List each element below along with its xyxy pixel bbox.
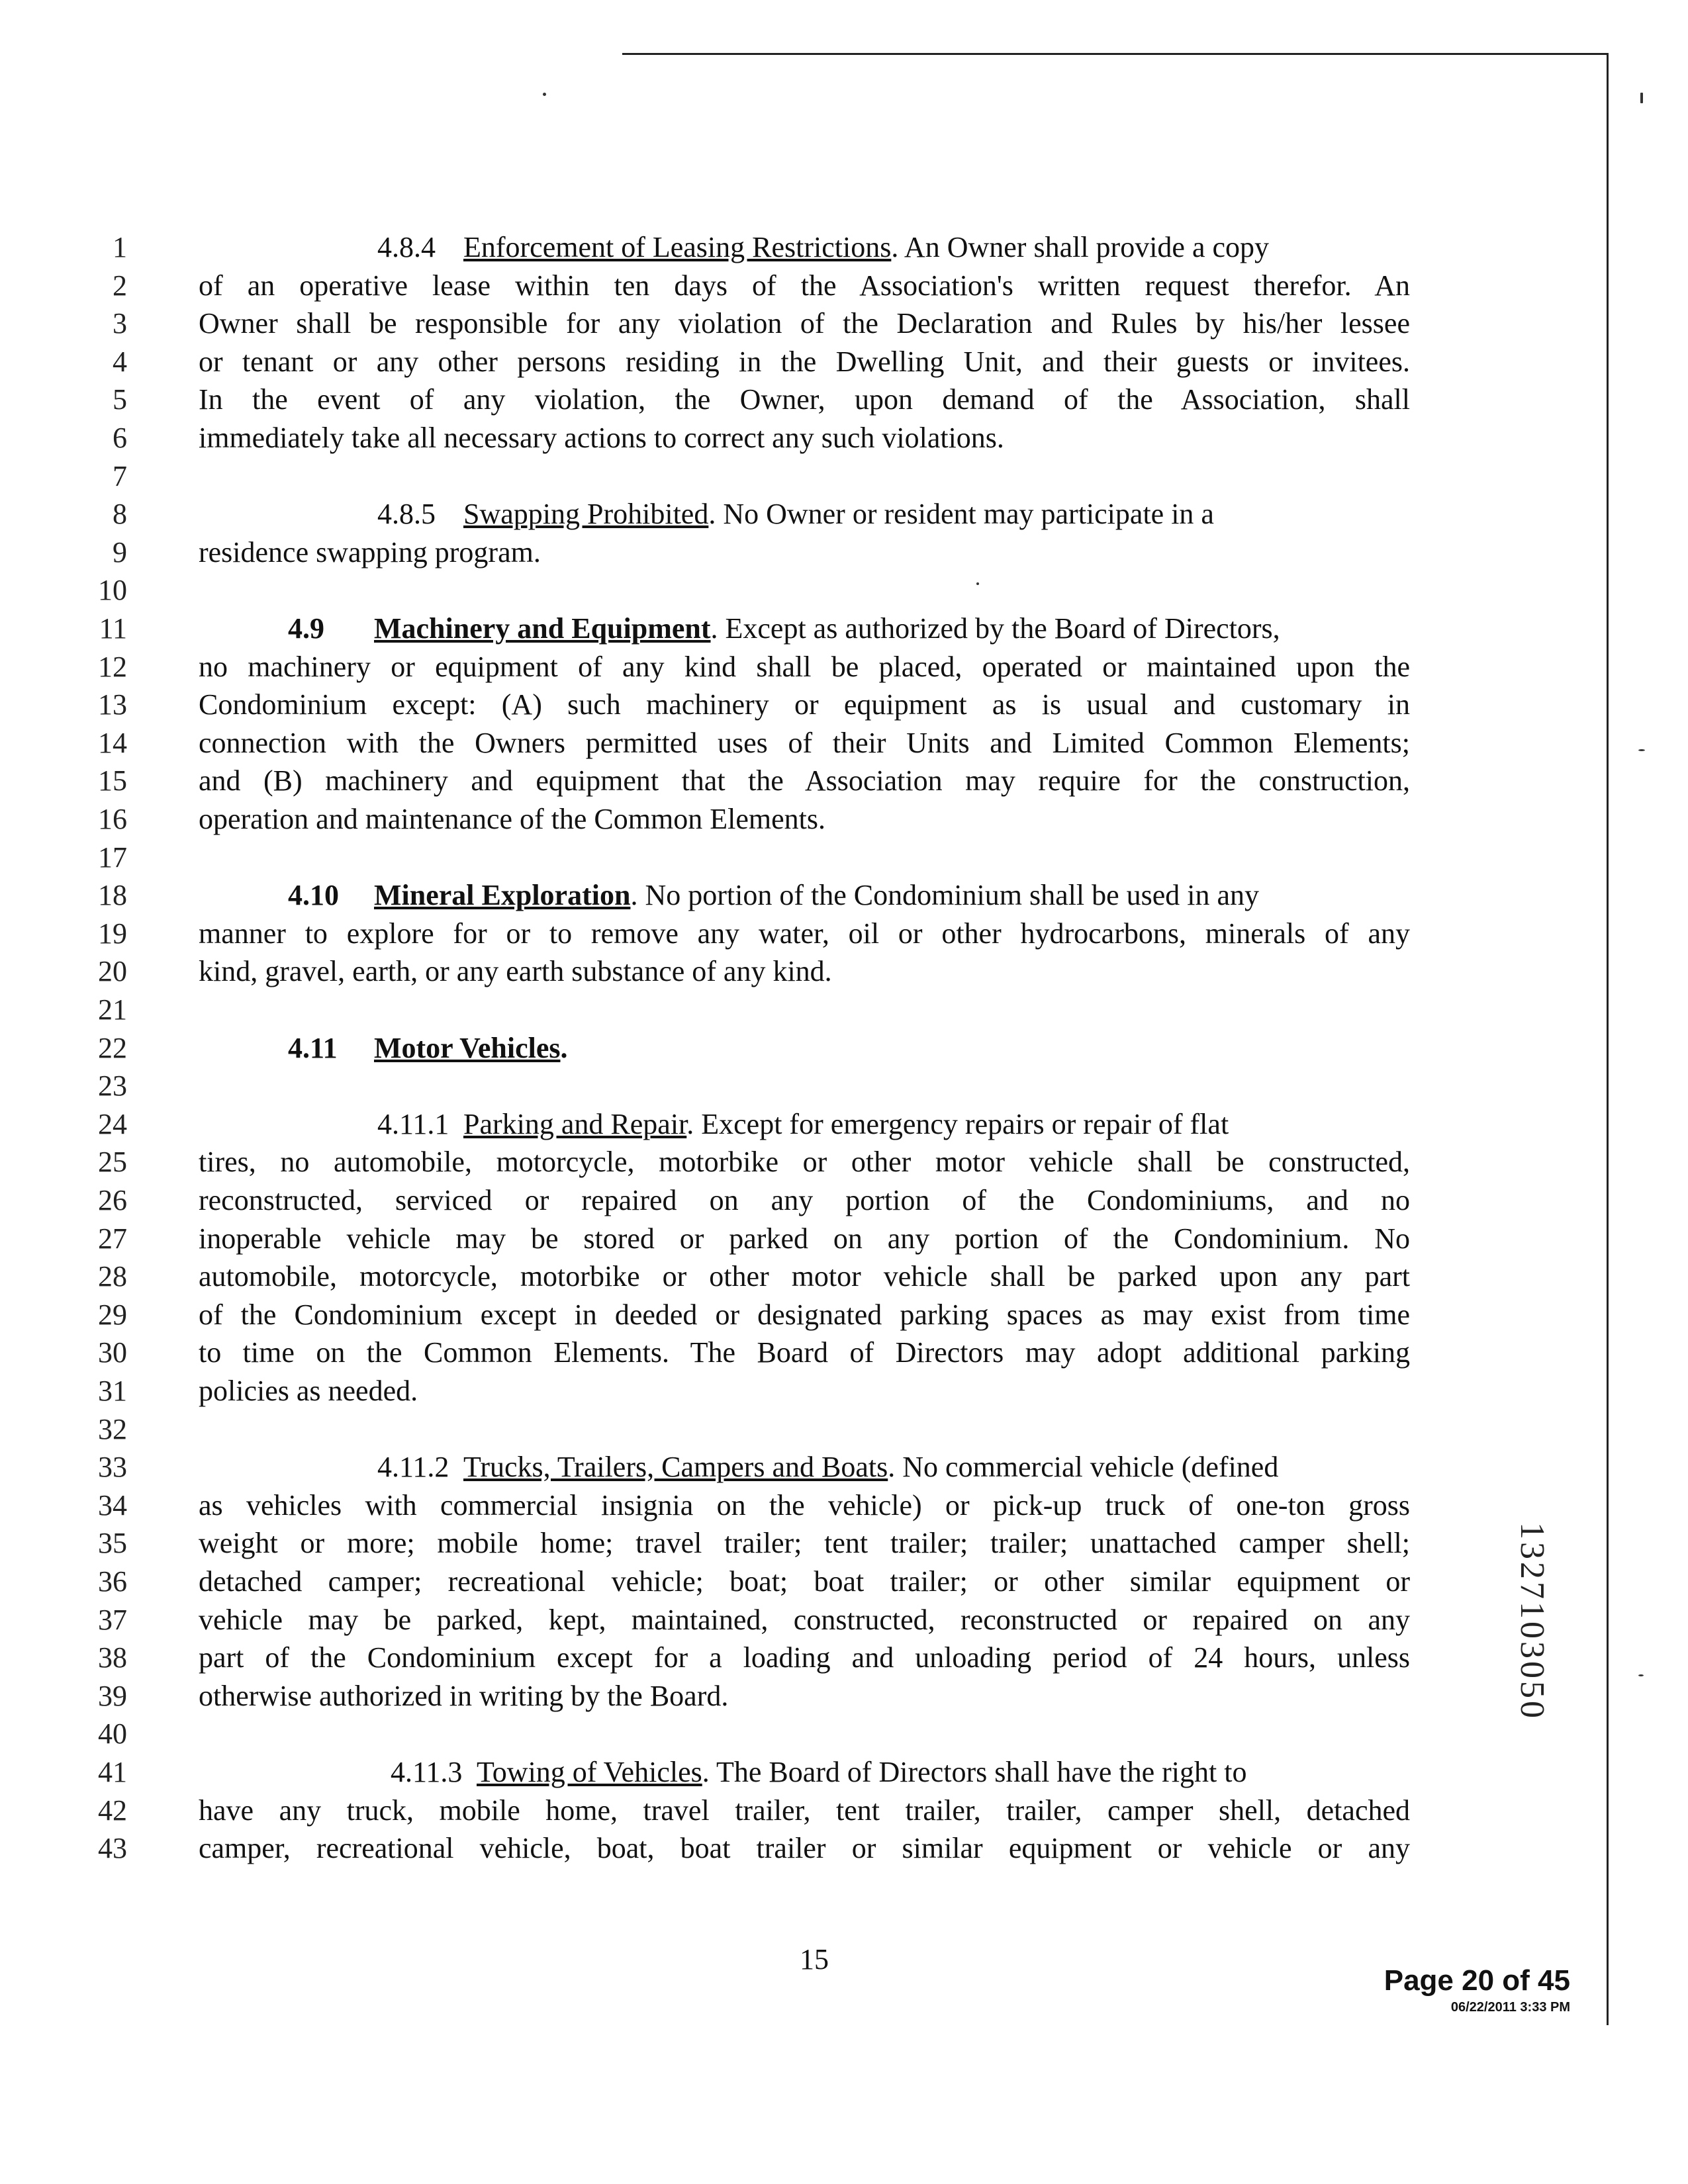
line-number: 9 <box>113 536 127 569</box>
text-line: part of the Condominium except for a loading and unloading period of 24 hours, unless <box>199 1641 1410 1674</box>
line-number: 23 <box>98 1069 127 1102</box>
line-number: 42 <box>98 1794 127 1827</box>
line-number: 40 <box>98 1717 127 1750</box>
recording-number-stamp <box>1513 1522 1556 1774</box>
section-title: Trucks, Trailers, Campers and Boats <box>463 1451 888 1483</box>
text-line: kind, gravel, earth, or any earth substance of any kind. <box>199 955 832 987</box>
recorder-page-count: Page 20 of 45 <box>1383 1964 1570 1997</box>
line-number: 11 <box>99 612 127 645</box>
text-line: camper, recreational vehicle, boat, boat trailer or similar equipment or vehicle or any <box>199 1832 1410 1864</box>
text-line: 4.11 Motor Vehicles. <box>199 1029 1410 1068</box>
section-title: Motor Vehicles <box>374 1032 561 1064</box>
scan-speck <box>1638 1674 1644 1676</box>
line-number: 25 <box>98 1146 127 1178</box>
line-number: 6 <box>113 422 127 454</box>
line-number: 28 <box>98 1260 127 1293</box>
text-line: manner to explore for or to remove any water, oil or other hydrocarbons, minerals of any <box>199 917 1410 950</box>
text-line: 4.11.3 Towing of Vehicles. The Board of Directors shall have the right to <box>199 1753 1410 1792</box>
text-line: no machinery or equipment of any kind shall be placed, operated or maintained upon the <box>199 651 1410 683</box>
line-number: 31 <box>98 1375 127 1407</box>
line-number: 35 <box>98 1527 127 1559</box>
scan-speck <box>1640 93 1643 103</box>
line-number: 24 <box>98 1108 127 1140</box>
line-number: 22 <box>98 1032 127 1064</box>
line-number: 37 <box>98 1604 127 1636</box>
section-title: Mineral Exploration <box>374 879 631 911</box>
line-number: 1 <box>113 231 127 263</box>
text-line: residence swapping program. <box>199 536 541 569</box>
text-line: weight or more; mobile home; travel trailer; tent trailer; trailer; unattached camper shell; <box>199 1527 1410 1559</box>
text-line: 4.11.2 Trucks, Trailers, Campers and Boats. No commercial vehicle (defined <box>199 1448 1410 1486</box>
line-number: 18 <box>98 879 127 911</box>
line-number: 16 <box>98 803 127 835</box>
text-line: In the event of any violation, the Owner, upon demand of the Association, shall <box>199 383 1410 416</box>
text-line: Condominium except: (A) such machinery or equipment as is usual and customary in <box>199 688 1410 721</box>
line-number: 19 <box>98 917 127 950</box>
line-number: 33 <box>98 1451 127 1483</box>
line-number: 5 <box>113 383 127 416</box>
text-line: policies as needed. <box>199 1375 418 1407</box>
text-line: of an operative lease within ten days of the Association's written request therefor. An <box>199 269 1410 302</box>
line-number: 15 <box>98 764 127 797</box>
text-line: as vehicles with commercial insignia on the vehicle) or pick-up truck of one-ton gross <box>199 1489 1410 1522</box>
text-line: detached camper; recreational vehicle; boat; boat trailer; or other similar equipment or <box>199 1565 1410 1598</box>
line-number: 21 <box>98 993 127 1026</box>
section-number: 4.11.3 <box>391 1756 463 1788</box>
line-number: 8 <box>113 498 127 530</box>
line-number: 34 <box>98 1489 127 1522</box>
section-title: Swapping Prohibited <box>463 498 709 530</box>
scan-speck <box>1638 749 1645 751</box>
page-border-top <box>622 53 1609 55</box>
page-number: 15 <box>800 1943 829 1976</box>
text-line: vehicle may be parked, kept, maintained, constructed, reconstructed or repaired on any <box>199 1604 1410 1636</box>
line-number: 39 <box>98 1680 127 1712</box>
scan-speck <box>976 582 979 585</box>
line-number: 43 <box>98 1832 127 1864</box>
line-number: 20 <box>98 955 127 987</box>
text-line: reconstructed, serviced or repaired on any portion of the Condominiums, and no <box>199 1184 1410 1216</box>
recorder-timestamp: 06/22/2011 3:33 PM <box>1450 2000 1570 2015</box>
text-line: connection with the Owners permitted uses of their Units and Limited Common Elements; <box>199 727 1410 759</box>
section-number: 4.8.5 <box>377 498 436 530</box>
line-number: 38 <box>98 1641 127 1674</box>
text-line: or tenant or any other persons residing in the Dwelling Unit, and their guests or invitees. <box>199 345 1410 378</box>
line-number: 3 <box>113 307 127 340</box>
line-number: 13 <box>98 688 127 721</box>
recording-number: 1327103050 <box>1513 1522 1551 1721</box>
line-number: 32 <box>98 1413 127 1445</box>
text-line: 4.10 Mineral Exploration. No portion of the Condominium shall be used in any <box>199 876 1410 915</box>
section-number: 4.9 <box>288 612 324 645</box>
section-number: 4.11.1 <box>377 1108 449 1140</box>
line-number: 2 <box>113 269 127 302</box>
text-line: tires, no automobile, motorcycle, motorbike or other motor vehicle shall be constructed, <box>199 1146 1410 1178</box>
line-number: 41 <box>98 1756 127 1788</box>
line-number: 30 <box>98 1336 127 1369</box>
section-number: 4.11 <box>288 1032 338 1064</box>
line-number: 36 <box>98 1565 127 1598</box>
line-number: 14 <box>98 727 127 759</box>
section-title: Machinery and Equipment <box>374 612 711 645</box>
text-line: 4.9 Machinery and Equipment. Except as authorized by the Board of Directors, <box>199 610 1410 648</box>
line-number: 29 <box>98 1298 127 1331</box>
line-number: 12 <box>98 651 127 683</box>
scan-speck <box>543 93 546 96</box>
text-line: inoperable vehicle may be stored or parked on any portion of the Condominium. No <box>199 1222 1410 1255</box>
line-number: 26 <box>98 1184 127 1216</box>
line-number: 17 <box>98 841 127 874</box>
section-number: 4.10 <box>288 879 339 911</box>
section-number: 4.11.2 <box>377 1451 449 1483</box>
text-line: operation and maintenance of the Common Elements. <box>199 803 825 835</box>
line-number: 10 <box>98 574 127 606</box>
section-title: Towing of Vehicles <box>477 1756 702 1788</box>
text-line: Owner shall be responsible for any violation of the Declaration and Rules by his/her lessee <box>199 307 1410 340</box>
text-line: to time on the Common Elements. The Board of Directors may adopt additional parking <box>199 1336 1410 1369</box>
section-title: Enforcement of Leasing Restrictions <box>463 231 892 263</box>
text-line: automobile, motorcycle, motorbike or other motor vehicle shall be parked upon any part <box>199 1260 1410 1293</box>
section-number: 4.8.4 <box>377 231 436 263</box>
line-number: 4 <box>113 345 127 378</box>
text-line: of the Condominium except in deeded or designated parking spaces as may exist from time <box>199 1298 1410 1331</box>
text-line: and (B) machinery and equipment that the Association may require for the construction, <box>199 764 1410 797</box>
text-line: immediately take all necessary actions to correct any such violations. <box>199 422 1004 454</box>
text-line: 4.8.5 Swapping Prohibited. No Owner or resident may participate in a <box>199 495 1410 533</box>
page-border-right <box>1607 53 1609 2025</box>
line-number: 27 <box>98 1222 127 1255</box>
text-line: have any truck, mobile home, travel trailer, tent trailer, trailer, camper shell, detached <box>199 1794 1410 1827</box>
section-title: Parking and Repair <box>463 1108 687 1140</box>
line-number: 7 <box>113 460 127 492</box>
text-line: 4.11.1 Parking and Repair. Except for emergency repairs or repair of flat <box>199 1105 1410 1144</box>
text-line: otherwise authorized in writing by the Board. <box>199 1680 729 1712</box>
text-line: 4.8.4 Enforcement of Leasing Restrictions. An Owner shall provide a copy <box>199 228 1410 267</box>
